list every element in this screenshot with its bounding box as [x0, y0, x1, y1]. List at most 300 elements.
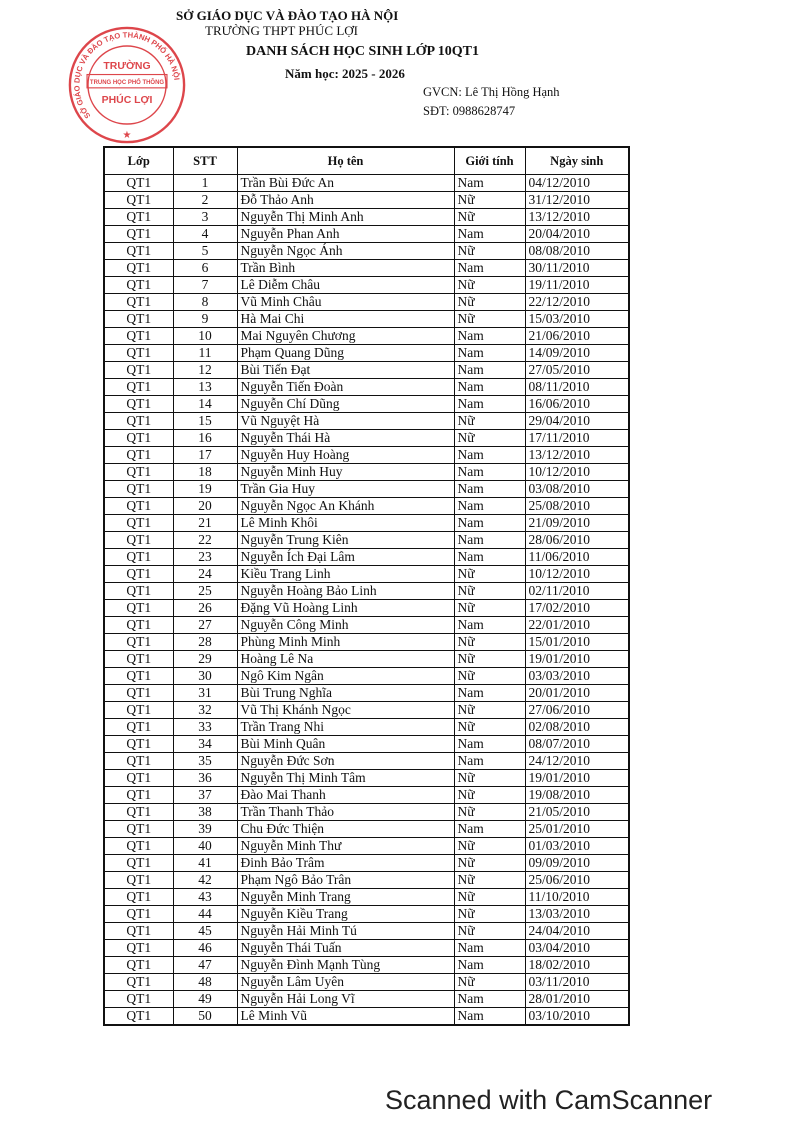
cell-birthdate: 24/12/2010	[525, 753, 629, 770]
table-row	[104, 787, 629, 804]
cell-gender: Nữ	[454, 209, 525, 226]
table-row	[104, 685, 629, 702]
cell-gender: Nam	[454, 447, 525, 464]
cell-birthdate: 03/04/2010	[525, 940, 629, 957]
table-row	[104, 362, 629, 379]
cell-index: 28	[173, 634, 237, 651]
cell-index: 23	[173, 549, 237, 566]
cell-gender: Nam	[454, 362, 525, 379]
cell-class: QT1	[104, 685, 173, 702]
stamp-ring-text: SỞ GIÁO DỤC VÀ ĐÀO TẠO THÀNH PHỐ HÀ NỘI	[72, 30, 182, 121]
table-row	[104, 889, 629, 906]
table-row	[104, 294, 629, 311]
cell-name: Nguyễn Lâm Uyên	[237, 974, 454, 991]
table-row	[104, 532, 629, 549]
table-row	[104, 277, 629, 294]
stamp-line3: PHÚC LỢI	[101, 95, 153, 107]
cell-index: 44	[173, 906, 237, 923]
cell-gender: Nữ	[454, 566, 525, 583]
cell-gender: Nam	[454, 226, 525, 243]
table-row	[104, 634, 629, 651]
table-row	[104, 175, 629, 192]
cell-name: Nguyễn Ngọc An Khánh	[237, 498, 454, 515]
table-row	[104, 940, 629, 957]
cell-class: QT1	[104, 192, 173, 209]
cell-index: 35	[173, 753, 237, 770]
cell-index: 12	[173, 362, 237, 379]
table-row	[104, 668, 629, 685]
table-row	[104, 498, 629, 515]
homeroom-teacher: GVCN: Lê Thị Hồng Hạnh	[423, 85, 560, 99]
cell-class: QT1	[104, 175, 173, 192]
cell-birthdate: 18/02/2010	[525, 957, 629, 974]
table-row	[104, 957, 629, 974]
cell-class: QT1	[104, 974, 173, 991]
cell-name: Trần Thanh Thảo	[237, 804, 454, 821]
table-row	[104, 855, 629, 872]
cell-class: QT1	[104, 957, 173, 974]
table-row	[104, 651, 629, 668]
table-header-row	[104, 147, 629, 175]
cell-gender: Nữ	[454, 787, 525, 804]
cell-class: QT1	[104, 787, 173, 804]
cell-index: 45	[173, 923, 237, 940]
cell-index: 42	[173, 872, 237, 889]
cell-gender: Nam	[454, 515, 525, 532]
cell-index: 1	[173, 175, 237, 192]
cell-birthdate: 02/11/2010	[525, 583, 629, 600]
table-row	[104, 226, 629, 243]
cell-name: Nguyễn Minh Huy	[237, 464, 454, 481]
cell-gender: Nam	[454, 753, 525, 770]
cell-name: Nguyễn Thái Hà	[237, 430, 454, 447]
table-row	[104, 396, 629, 413]
cell-name: Nguyễn Thị Minh Tâm	[237, 770, 454, 787]
cell-gender: Nữ	[454, 634, 525, 651]
cell-birthdate: 11/10/2010	[525, 889, 629, 906]
table-row	[104, 243, 629, 260]
cell-class: QT1	[104, 413, 173, 430]
table-row	[104, 923, 629, 940]
column-header-birthdate: Ngày sinh	[525, 147, 629, 175]
cell-class: QT1	[104, 923, 173, 940]
cell-name: Nguyễn Huy Hoàng	[237, 447, 454, 464]
cell-name: Trần Bình	[237, 260, 454, 277]
cell-index: 20	[173, 498, 237, 515]
cell-gender: Nam	[454, 685, 525, 702]
cell-gender: Nữ	[454, 668, 525, 685]
cell-class: QT1	[104, 889, 173, 906]
cell-index: 8	[173, 294, 237, 311]
cell-birthdate: 08/07/2010	[525, 736, 629, 753]
cell-birthdate: 03/10/2010	[525, 1008, 629, 1026]
cell-birthdate: 08/11/2010	[525, 379, 629, 396]
cell-class: QT1	[104, 617, 173, 634]
cell-class: QT1	[104, 821, 173, 838]
cell-gender: Nữ	[454, 923, 525, 940]
cell-birthdate: 21/06/2010	[525, 328, 629, 345]
cell-gender: Nữ	[454, 413, 525, 430]
cell-index: 26	[173, 600, 237, 617]
cell-name: Vũ Thị Khánh Ngọc	[237, 702, 454, 719]
cell-birthdate: 15/01/2010	[525, 634, 629, 651]
cell-name: Lê Minh Khôi	[237, 515, 454, 532]
cell-gender: Nam	[454, 940, 525, 957]
cell-birthdate: 17/02/2010	[525, 600, 629, 617]
cell-index: 32	[173, 702, 237, 719]
cell-name: Nguyễn Ích Đại Lâm	[237, 549, 454, 566]
column-header-class: Lớp	[104, 147, 173, 175]
cell-index: 25	[173, 583, 237, 600]
cell-index: 9	[173, 311, 237, 328]
cell-class: QT1	[104, 430, 173, 447]
cell-index: 43	[173, 889, 237, 906]
table-row	[104, 192, 629, 209]
cell-birthdate: 03/11/2010	[525, 974, 629, 991]
cell-birthdate: 28/01/2010	[525, 991, 629, 1008]
cell-index: 49	[173, 991, 237, 1008]
cell-index: 10	[173, 328, 237, 345]
cell-class: QT1	[104, 260, 173, 277]
cell-index: 39	[173, 821, 237, 838]
stamp-star-icon: ★	[123, 129, 131, 140]
table-row	[104, 447, 629, 464]
table-row	[104, 311, 629, 328]
cell-index: 47	[173, 957, 237, 974]
cell-name: Nguyễn Chí Dũng	[237, 396, 454, 413]
cell-name: Nguyễn Ngọc Ánh	[237, 243, 454, 260]
school-year: Năm học: 2025 - 2026	[285, 66, 405, 81]
cell-gender: Nữ	[454, 770, 525, 787]
cell-birthdate: 17/11/2010	[525, 430, 629, 447]
table-row	[104, 702, 629, 719]
table-row	[104, 719, 629, 736]
table-row	[104, 872, 629, 889]
cell-name: Lê Minh Vũ	[237, 1008, 454, 1026]
cell-index: 33	[173, 719, 237, 736]
document-title: DANH SÁCH HỌC SINH LỚP 10QT1	[246, 44, 479, 59]
cell-class: QT1	[104, 277, 173, 294]
table-row	[104, 821, 629, 838]
cell-name: Nguyễn Đức Sơn	[237, 753, 454, 770]
cell-gender: Nam	[454, 396, 525, 413]
cell-gender: Nam	[454, 379, 525, 396]
cell-index: 31	[173, 685, 237, 702]
cell-birthdate: 08/08/2010	[525, 243, 629, 260]
cell-name: Phạm Ngô Bảo Trân	[237, 872, 454, 889]
cell-gender: Nữ	[454, 311, 525, 328]
cell-gender: Nam	[454, 464, 525, 481]
cell-birthdate: 25/01/2010	[525, 821, 629, 838]
cell-index: 38	[173, 804, 237, 821]
column-header-gender: Giới tính	[454, 147, 525, 175]
cell-gender: Nữ	[454, 294, 525, 311]
cell-index: 41	[173, 855, 237, 872]
table-row	[104, 481, 629, 498]
teacher-phone: SĐT: 0988628747	[423, 104, 516, 118]
cell-index: 5	[173, 243, 237, 260]
table-row	[104, 209, 629, 226]
cell-class: QT1	[104, 838, 173, 855]
cell-class: QT1	[104, 345, 173, 362]
cell-name: Nguyễn Công Minh	[237, 617, 454, 634]
cell-class: QT1	[104, 396, 173, 413]
table-row	[104, 770, 629, 787]
cell-name: Trần Trang Nhi	[237, 719, 454, 736]
cell-birthdate: 29/04/2010	[525, 413, 629, 430]
cell-birthdate: 01/03/2010	[525, 838, 629, 855]
cell-gender: Nam	[454, 328, 525, 345]
camscanner-watermark: Scanned with CamScanner	[385, 1085, 713, 1115]
cell-class: QT1	[104, 600, 173, 617]
cell-index: 30	[173, 668, 237, 685]
cell-name: Kiều Trang Linh	[237, 566, 454, 583]
cell-birthdate: 11/06/2010	[525, 549, 629, 566]
cell-gender: Nữ	[454, 600, 525, 617]
cell-gender: Nam	[454, 549, 525, 566]
cell-index: 21	[173, 515, 237, 532]
cell-gender: Nam	[454, 957, 525, 974]
cell-birthdate: 14/09/2010	[525, 345, 629, 362]
cell-name: Bùi Minh Quân	[237, 736, 454, 753]
cell-gender: Nữ	[454, 974, 525, 991]
cell-index: 15	[173, 413, 237, 430]
cell-birthdate: 25/06/2010	[525, 872, 629, 889]
cell-birthdate: 19/08/2010	[525, 787, 629, 804]
cell-name: Trần Gia Huy	[237, 481, 454, 498]
table-row	[104, 328, 629, 345]
cell-class: QT1	[104, 464, 173, 481]
cell-birthdate: 19/01/2010	[525, 651, 629, 668]
cell-gender: Nam	[454, 498, 525, 515]
cell-name: Phùng Minh Minh	[237, 634, 454, 651]
cell-index: 50	[173, 1008, 237, 1026]
cell-gender: Nam	[454, 821, 525, 838]
cell-gender: Nam	[454, 1008, 525, 1026]
cell-name: Đỗ Thảo Anh	[237, 192, 454, 209]
cell-index: 11	[173, 345, 237, 362]
cell-index: 17	[173, 447, 237, 464]
cell-index: 18	[173, 464, 237, 481]
cell-name: Vũ Nguyệt Hà	[237, 413, 454, 430]
cell-gender: Nữ	[454, 430, 525, 447]
table-row	[104, 379, 629, 396]
cell-gender: Nam	[454, 617, 525, 634]
cell-name: Vũ Minh Châu	[237, 294, 454, 311]
cell-birthdate: 21/09/2010	[525, 515, 629, 532]
table-row	[104, 413, 629, 430]
cell-birthdate: 13/12/2010	[525, 209, 629, 226]
cell-class: QT1	[104, 515, 173, 532]
cell-birthdate: 24/04/2010	[525, 923, 629, 940]
cell-class: QT1	[104, 362, 173, 379]
table-row	[104, 566, 629, 583]
cell-index: 6	[173, 260, 237, 277]
cell-class: QT1	[104, 719, 173, 736]
cell-gender: Nữ	[454, 583, 525, 600]
cell-birthdate: 21/05/2010	[525, 804, 629, 821]
cell-name: Nguyễn Minh Thư	[237, 838, 454, 855]
department-name: SỞ GIÁO DỤC VÀ ĐÀO TẠO HÀ NỘI	[176, 8, 399, 23]
cell-birthdate: 31/12/2010	[525, 192, 629, 209]
cell-gender: Nam	[454, 736, 525, 753]
cell-birthdate: 20/01/2010	[525, 685, 629, 702]
cell-class: QT1	[104, 243, 173, 260]
cell-birthdate: 15/03/2010	[525, 311, 629, 328]
school-name: TRƯỜNG THPT PHÚC LỢI	[205, 23, 358, 38]
table-row	[104, 804, 629, 821]
cell-gender: Nam	[454, 260, 525, 277]
cell-name: Bùi Trung Nghĩa	[237, 685, 454, 702]
cell-class: QT1	[104, 1008, 173, 1026]
cell-class: QT1	[104, 668, 173, 685]
cell-gender: Nữ	[454, 872, 525, 889]
cell-class: QT1	[104, 940, 173, 957]
cell-class: QT1	[104, 209, 173, 226]
cell-gender: Nam	[454, 991, 525, 1008]
cell-class: QT1	[104, 549, 173, 566]
table-row	[104, 515, 629, 532]
table-row	[104, 838, 629, 855]
table-row	[104, 260, 629, 277]
school-seal-stamp	[68, 26, 186, 144]
cell-birthdate: 22/01/2010	[525, 617, 629, 634]
table-row	[104, 906, 629, 923]
cell-index: 48	[173, 974, 237, 991]
cell-name: Nguyễn Đình Mạnh Tùng	[237, 957, 454, 974]
cell-class: QT1	[104, 532, 173, 549]
cell-birthdate: 03/03/2010	[525, 668, 629, 685]
cell-gender: Nam	[454, 532, 525, 549]
cell-name: Chu Đức Thiện	[237, 821, 454, 838]
cell-class: QT1	[104, 770, 173, 787]
cell-class: QT1	[104, 736, 173, 753]
cell-name: Nguyễn Phan Anh	[237, 226, 454, 243]
cell-class: QT1	[104, 226, 173, 243]
cell-birthdate: 13/12/2010	[525, 447, 629, 464]
table-row	[104, 549, 629, 566]
cell-birthdate: 03/08/2010	[525, 481, 629, 498]
cell-class: QT1	[104, 753, 173, 770]
cell-class: QT1	[104, 634, 173, 651]
cell-name: Nguyễn Thị Minh Anh	[237, 209, 454, 226]
cell-index: 3	[173, 209, 237, 226]
cell-birthdate: 10/12/2010	[525, 464, 629, 481]
cell-index: 22	[173, 532, 237, 549]
table-row	[104, 600, 629, 617]
table-row	[104, 583, 629, 600]
cell-gender: Nữ	[454, 243, 525, 260]
cell-birthdate: 16/06/2010	[525, 396, 629, 413]
cell-gender: Nữ	[454, 804, 525, 821]
table-row	[104, 753, 629, 770]
cell-birthdate: 13/03/2010	[525, 906, 629, 923]
cell-class: QT1	[104, 804, 173, 821]
cell-name: Hà Mai Chi	[237, 311, 454, 328]
cell-class: QT1	[104, 702, 173, 719]
table-row	[104, 736, 629, 753]
cell-class: QT1	[104, 481, 173, 498]
cell-class: QT1	[104, 311, 173, 328]
cell-name: Mai Nguyên Chương	[237, 328, 454, 345]
table-row	[104, 345, 629, 362]
cell-class: QT1	[104, 379, 173, 396]
cell-class: QT1	[104, 566, 173, 583]
cell-gender: Nam	[454, 345, 525, 362]
cell-class: QT1	[104, 906, 173, 923]
cell-index: 29	[173, 651, 237, 668]
cell-index: 46	[173, 940, 237, 957]
cell-name: Bùi Tiến Đạt	[237, 362, 454, 379]
cell-birthdate: 27/06/2010	[525, 702, 629, 719]
cell-gender: Nam	[454, 175, 525, 192]
cell-birthdate: 27/05/2010	[525, 362, 629, 379]
column-header-name: Họ tên	[237, 147, 454, 175]
cell-birthdate: 28/06/2010	[525, 532, 629, 549]
cell-name: Đào Mai Thanh	[237, 787, 454, 804]
cell-index: 13	[173, 379, 237, 396]
cell-gender: Nữ	[454, 906, 525, 923]
cell-birthdate: 20/04/2010	[525, 226, 629, 243]
cell-name: Đinh Bảo Trâm	[237, 855, 454, 872]
cell-name: Trần Bùi Đức An	[237, 175, 454, 192]
table-row	[104, 991, 629, 1008]
cell-class: QT1	[104, 328, 173, 345]
cell-gender: Nữ	[454, 855, 525, 872]
cell-gender: Nữ	[454, 651, 525, 668]
cell-class: QT1	[104, 447, 173, 464]
cell-index: 14	[173, 396, 237, 413]
cell-gender: Nữ	[454, 702, 525, 719]
cell-class: QT1	[104, 498, 173, 515]
cell-gender: Nữ	[454, 277, 525, 294]
column-header-index: STT	[173, 147, 237, 175]
cell-name: Nguyễn Thái Tuấn	[237, 940, 454, 957]
cell-name: Nguyễn Kiều Trang	[237, 906, 454, 923]
cell-name: Nguyễn Hải Minh Tú	[237, 923, 454, 940]
cell-birthdate: 25/08/2010	[525, 498, 629, 515]
cell-class: QT1	[104, 583, 173, 600]
cell-birthdate: 19/11/2010	[525, 277, 629, 294]
cell-name: Nguyễn Tiến Đoàn	[237, 379, 454, 396]
cell-class: QT1	[104, 872, 173, 889]
cell-birthdate: 19/01/2010	[525, 770, 629, 787]
cell-index: 34	[173, 736, 237, 753]
cell-name: Hoàng Lê Na	[237, 651, 454, 668]
cell-name: Lê Diễm Châu	[237, 277, 454, 294]
table-row	[104, 1008, 629, 1026]
cell-name: Ngô Kim Ngân	[237, 668, 454, 685]
cell-name: Nguyễn Hải Long Vĩ	[237, 991, 454, 1008]
cell-name: Nguyễn Minh Trang	[237, 889, 454, 906]
cell-index: 24	[173, 566, 237, 583]
stamp-line1: TRƯỜNG	[103, 60, 151, 72]
table-row	[104, 464, 629, 481]
student-table	[103, 146, 630, 1026]
cell-birthdate: 02/08/2010	[525, 719, 629, 736]
cell-gender: Nữ	[454, 889, 525, 906]
cell-gender: Nam	[454, 481, 525, 498]
cell-class: QT1	[104, 651, 173, 668]
cell-gender: Nữ	[454, 719, 525, 736]
cell-name: Phạm Quang Dũng	[237, 345, 454, 362]
cell-name: Nguyễn Trung Kiên	[237, 532, 454, 549]
cell-gender: Nữ	[454, 192, 525, 209]
cell-birthdate: 09/09/2010	[525, 855, 629, 872]
cell-index: 16	[173, 430, 237, 447]
cell-index: 37	[173, 787, 237, 804]
table-row	[104, 974, 629, 991]
